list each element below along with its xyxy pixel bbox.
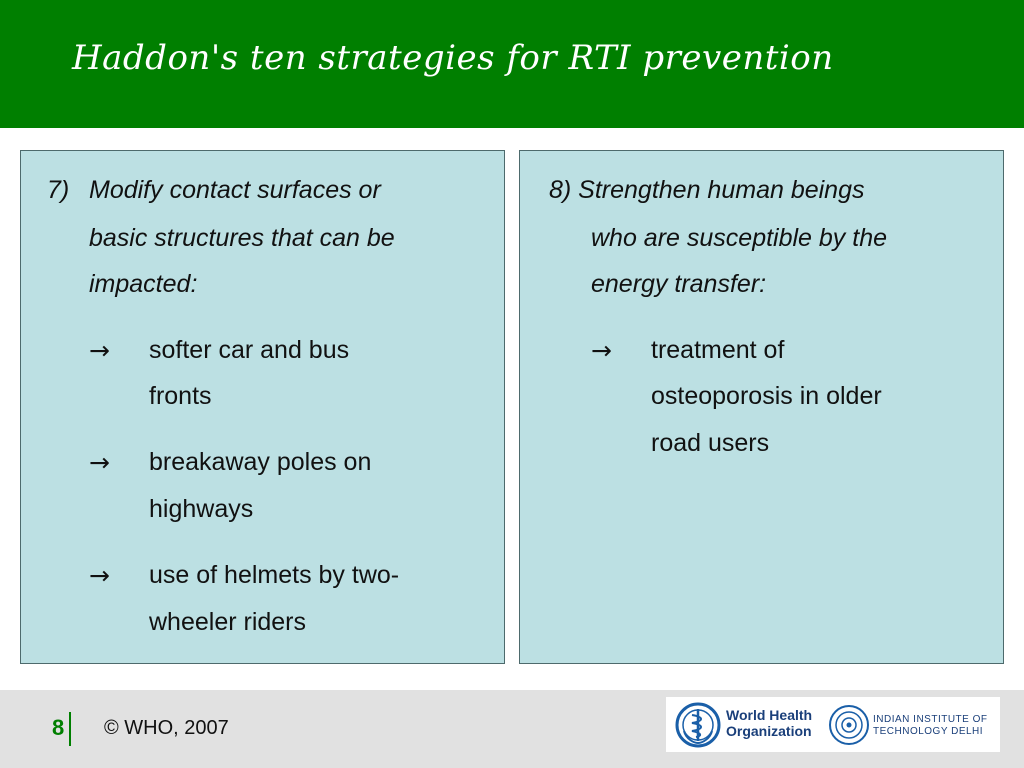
bullet-line: road users (651, 429, 770, 457)
iit-name-line: TECHNOLOGY DELHI (873, 726, 984, 737)
slide-title: Haddon's ten strategies for RTI prevention (72, 38, 834, 78)
arrow-bullet-icon: → (89, 336, 110, 365)
bullet-line: breakaway poles on (149, 448, 372, 476)
left-content-box (20, 150, 505, 664)
copyright-text: © WHO, 2007 (104, 717, 229, 739)
bullet-line: softer car and bus (149, 336, 350, 364)
title-bar (0, 0, 1024, 128)
who-name-line: World Health (726, 707, 813, 723)
heading-line: who are susceptible by the (591, 224, 888, 252)
bullet-line: highways (149, 495, 254, 523)
page-number-divider (69, 712, 71, 746)
heading-line: impacted: (89, 270, 198, 298)
right-content-box (519, 150, 1004, 664)
who-emblem-icon (674, 701, 722, 749)
iit-logo-text (873, 714, 988, 738)
bullet-line: use of helmets by two- (149, 561, 400, 589)
iit-name-line: INDIAN INSTITUTE OF (873, 714, 988, 725)
heading-line: basic structures that can be (89, 224, 395, 252)
who-name-line: Organization (726, 723, 812, 739)
arrow-bullet-icon: → (89, 448, 110, 477)
heading-line: Modify contact surfaces or (89, 176, 381, 204)
item-number: 7) (47, 176, 70, 204)
iit-delhi-emblem-icon (828, 704, 870, 746)
partner-logos (666, 697, 1000, 752)
arrow-bullet-icon: → (89, 561, 110, 590)
bullet-line: osteoporosis in older (651, 382, 882, 410)
heading-line: energy transfer: (591, 270, 767, 298)
bullet-line: wheeler riders (149, 608, 307, 636)
bullet-line: fronts (149, 382, 212, 410)
arrow-bullet-icon: → (591, 336, 612, 365)
who-logo-text (726, 707, 812, 739)
heading-line: 8) Strengthen human beings (549, 176, 865, 204)
page-number: 8 (52, 715, 65, 740)
bullet-line: treatment of (651, 336, 785, 364)
